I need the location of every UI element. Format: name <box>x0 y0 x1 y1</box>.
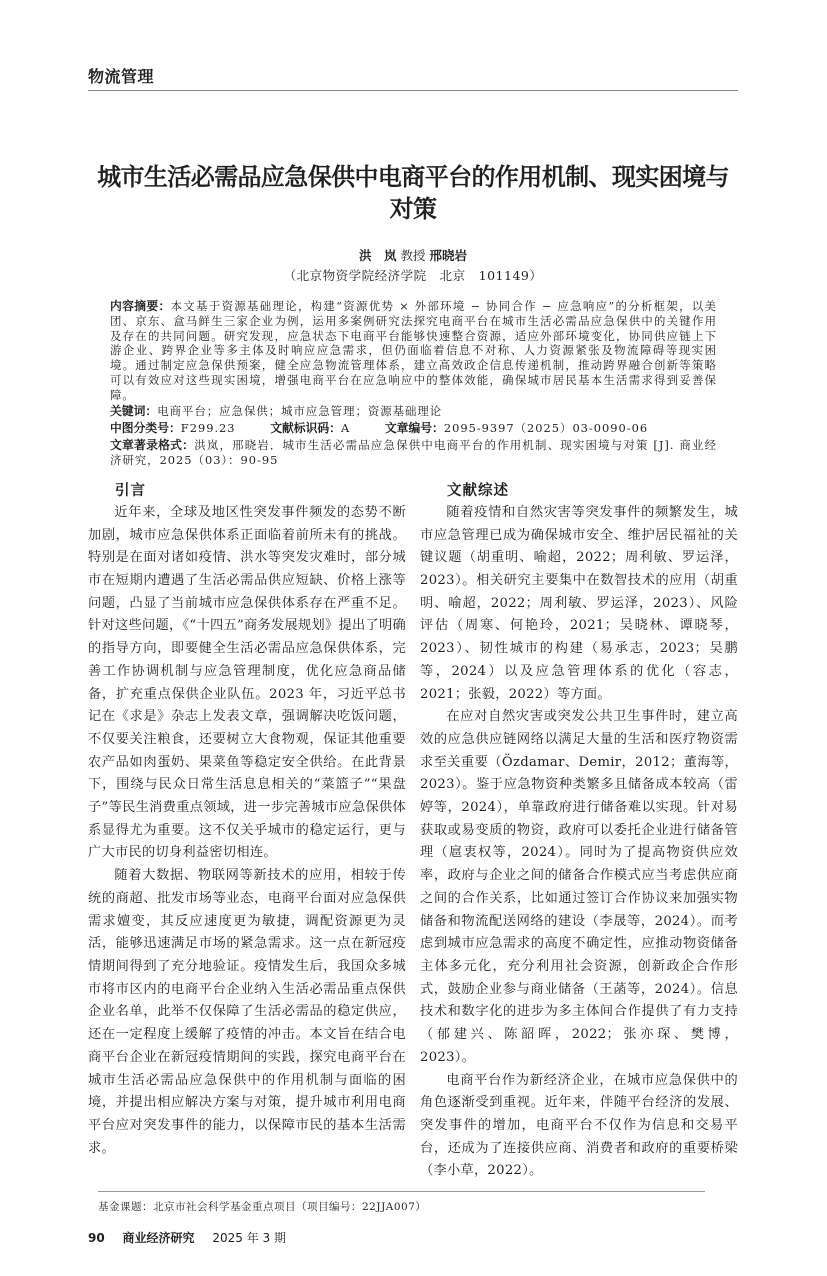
paragraph: 在应对自然灾害或突发公共卫生事件时，建立高效的应急供应链网络以满足大量的生活和医疗物资需求至关重要（Özdamar、Demir，2012；董海等，2023）。鉴于应急物资种类繁多且储备成本较高（雷婷等，2024），单靠政府进行储备难以实现。针对易获取或易变质的物资，政府可以委托企业进行储备管理（扈衷权等，2024）。同时为了提高物资供应效率，政府与企业之间的储备合作模式应当考虑供应商之间的合作关系，比如通过签订合作协议来加强实物储备和物流配送网络的建设（李晟等，2024）。而考虑到城市应急需求的高度不确定性，应推动物资储备主体多元化，充分利用社会资源，创新政企合作形式，鼓励企业参与商业储备（王菡等，2024）。信息技术和数字化的进步为多主体间合作提供了有力支持（郁建兴、陈韶晖，2022；张亦琛、樊博，2023）。 <box>420 709 738 1065</box>
clc-value: F299.23 <box>180 421 236 436</box>
article-no-label: 文章编号： <box>384 421 444 436</box>
doc-code-value: A <box>340 421 351 436</box>
classification-line <box>110 419 717 436</box>
page-number: 90 <box>88 1231 105 1246</box>
paragraph: 随着疫情和自然灾害等突发事件的频繁发生，城市应急管理已成为确保城市安全、维护居民福祉的关键议题（胡重明、喻超，2022；周利敏、罗运泽，2023）。相关研究主要集中在数智技术的应用（胡重明、喻超，2022；周利敏、罗运泽，2023）、风险评估（周寒、何艳玲，2021；吴晓林、谭晓琴，2023）、韧性城市的构建（易承志，2023；吴鹏等，2024）以及应急管理体系的优化（容志，2021；张毅，2022）等方面。 <box>420 504 738 702</box>
left-column <box>88 502 406 1160</box>
page-footer <box>88 1230 738 1246</box>
author-name: 洪 岚 <box>358 248 397 263</box>
paragraph: 随着大数据、物联网等新技术的应用，相较于传统的商超、批发市场等业态，电商平台面对应急保供需求嬗变，其反应速度更为敏捷，调配资源更为灵活，能够迅速满足市场的紧急需求。这一点在新冠疫情期间得到了充分地验证。疫情发生后，我国众多城市将市区内的电商平台企业纳入生活必需品重点保供企业名单，此举不仅保障了生活必需品的稳定供应，还在一定程度上缓解了疫情的冲击。本文旨在结合电商平台企业在新冠疫情期间的实践，探究电商平台在城市生活必需品应急保供中的作用机制与面临的困境，并提出相应解决方案与对策，提升城市利用电商平台应对突发事件的能力，以保障市民的基本生活需求。 <box>88 868 406 1156</box>
authors <box>88 247 738 265</box>
citation-label: 文章著录格式： <box>110 438 195 453</box>
heading-introduction: 引言 <box>115 482 146 499</box>
author-title: 教授 <box>400 248 426 263</box>
affiliation: （北京物资学院经济学院 北京 101149） <box>283 268 543 283</box>
journal-name: 商业经济研究 <box>122 1231 195 1246</box>
keywords-label: 关键词： <box>110 404 158 419</box>
footnote-divider <box>98 1191 705 1192</box>
header-divider <box>88 90 738 91</box>
abstract <box>110 297 717 402</box>
article-no-value: 2095-9397（2025）03-0090-06 <box>443 421 649 436</box>
keywords <box>110 402 717 419</box>
body-columns <box>88 482 738 1183</box>
clc-label: 中图分类号： <box>110 421 181 436</box>
left-column-wrap <box>88 482 406 1183</box>
abstract-block <box>110 297 717 468</box>
doc-code-label: 文献标识码： <box>270 421 341 436</box>
paragraph: 电商平台作为新经济企业，在城市应急保供中的角色逐渐受到重视。近年来，伴随平台经济的发展、突发事件的增加，电商平台不仅作为信息和交易平台，还成为了连接供应商、消费者和政府的重要桥梁（李小草，2022）。 <box>420 1072 738 1179</box>
paragraph: 近年来，全球及地区性突发事件频发的态势不断加剧，城市应急保供体系正面临着前所未有的挑战。特别是在面对诸如疫情、洪水等突发灾难时，部分城市在短期内遭遇了生活必需品供应短缺、价格上涨等问题，凸显了当前城市应急保供体系存在严重不足。针对这些问题，《“十四五”商务发展规划》提出了明确的指导方向，即要健全生活必需品应急保供体系，完善工作协调机制与应急管理制度，优化应急商品储备，扩充重点保供企业队伍。2023 年，习近平总书记在《求是》杂志上发表文章，强调解决吃饭问题，不仅要关注粮食，还要树立大食物观，保证其他重要农产品如肉蛋奶、果菜鱼等稳定安全供给。在此背景下，围绕与民众日常生活息息相关的“菜篮子”“果盘子”等民生消费重点领域，进一步完善城市应急保供体系显得尤为重要。这不仅关乎城市的稳定运行，更与广大市民的切身利益密切相连。 <box>88 504 406 861</box>
abstract-label: 内容摘要： <box>110 299 171 313</box>
right-column <box>420 502 738 1183</box>
abstract-text: 本文基于资源基础理论，构建“资源优势 × 外部环境 − 协同合作 − 应急响应”的分析框架，以美团、京东、盒马鲜生三家企业为例，运用多案例研究法探究电商平台在城市生活必需品应急保供中的关键作用及存在的共同问题。研究发现，应急状态下电商平台能够快速整合资源，适应外部环境变化，协同供应链上下游企业、跨界企业等多主体及时响应应急需求，但仍面临着信息不对称、人力资源紧张及物流障碍等现实困境。通过制定应急保供预案，健全应急物流管理体系，建立高效政企信息传递机制，推动跨界融合创新等策略可以有效应对这些现实困境，增强电商平台在应急响应中的整体效能，确保城市居民基本生活需求得到妥善保障。 <box>110 299 717 402</box>
section-header: 物流管理 <box>88 67 155 86</box>
right-column-wrap <box>420 482 738 1183</box>
citation <box>110 436 717 468</box>
heading-literature-review: 文献综述 <box>447 482 509 499</box>
fund-footnote: 基金课题：北京市社会科学基金重点项目（项目编号：22JJA007） <box>98 1201 427 1214</box>
article-title: 城市生活必需品应急保供中电商平台的作用机制、现实困境与对策 <box>97 163 729 223</box>
keywords-text: 电商平台；应急保供；城市应急管理；资源基础理论 <box>157 404 443 419</box>
issue: 2025 年 3 期 <box>212 1231 286 1246</box>
author-name: 邢晓岩 <box>429 248 467 263</box>
citation-text: 洪岚，邢晓岩．城市生活必需品应急保供中电商平台的作用机制、现实困境与对策 [J]. 商业经济研究，2025（03）：90-95 <box>110 438 717 468</box>
